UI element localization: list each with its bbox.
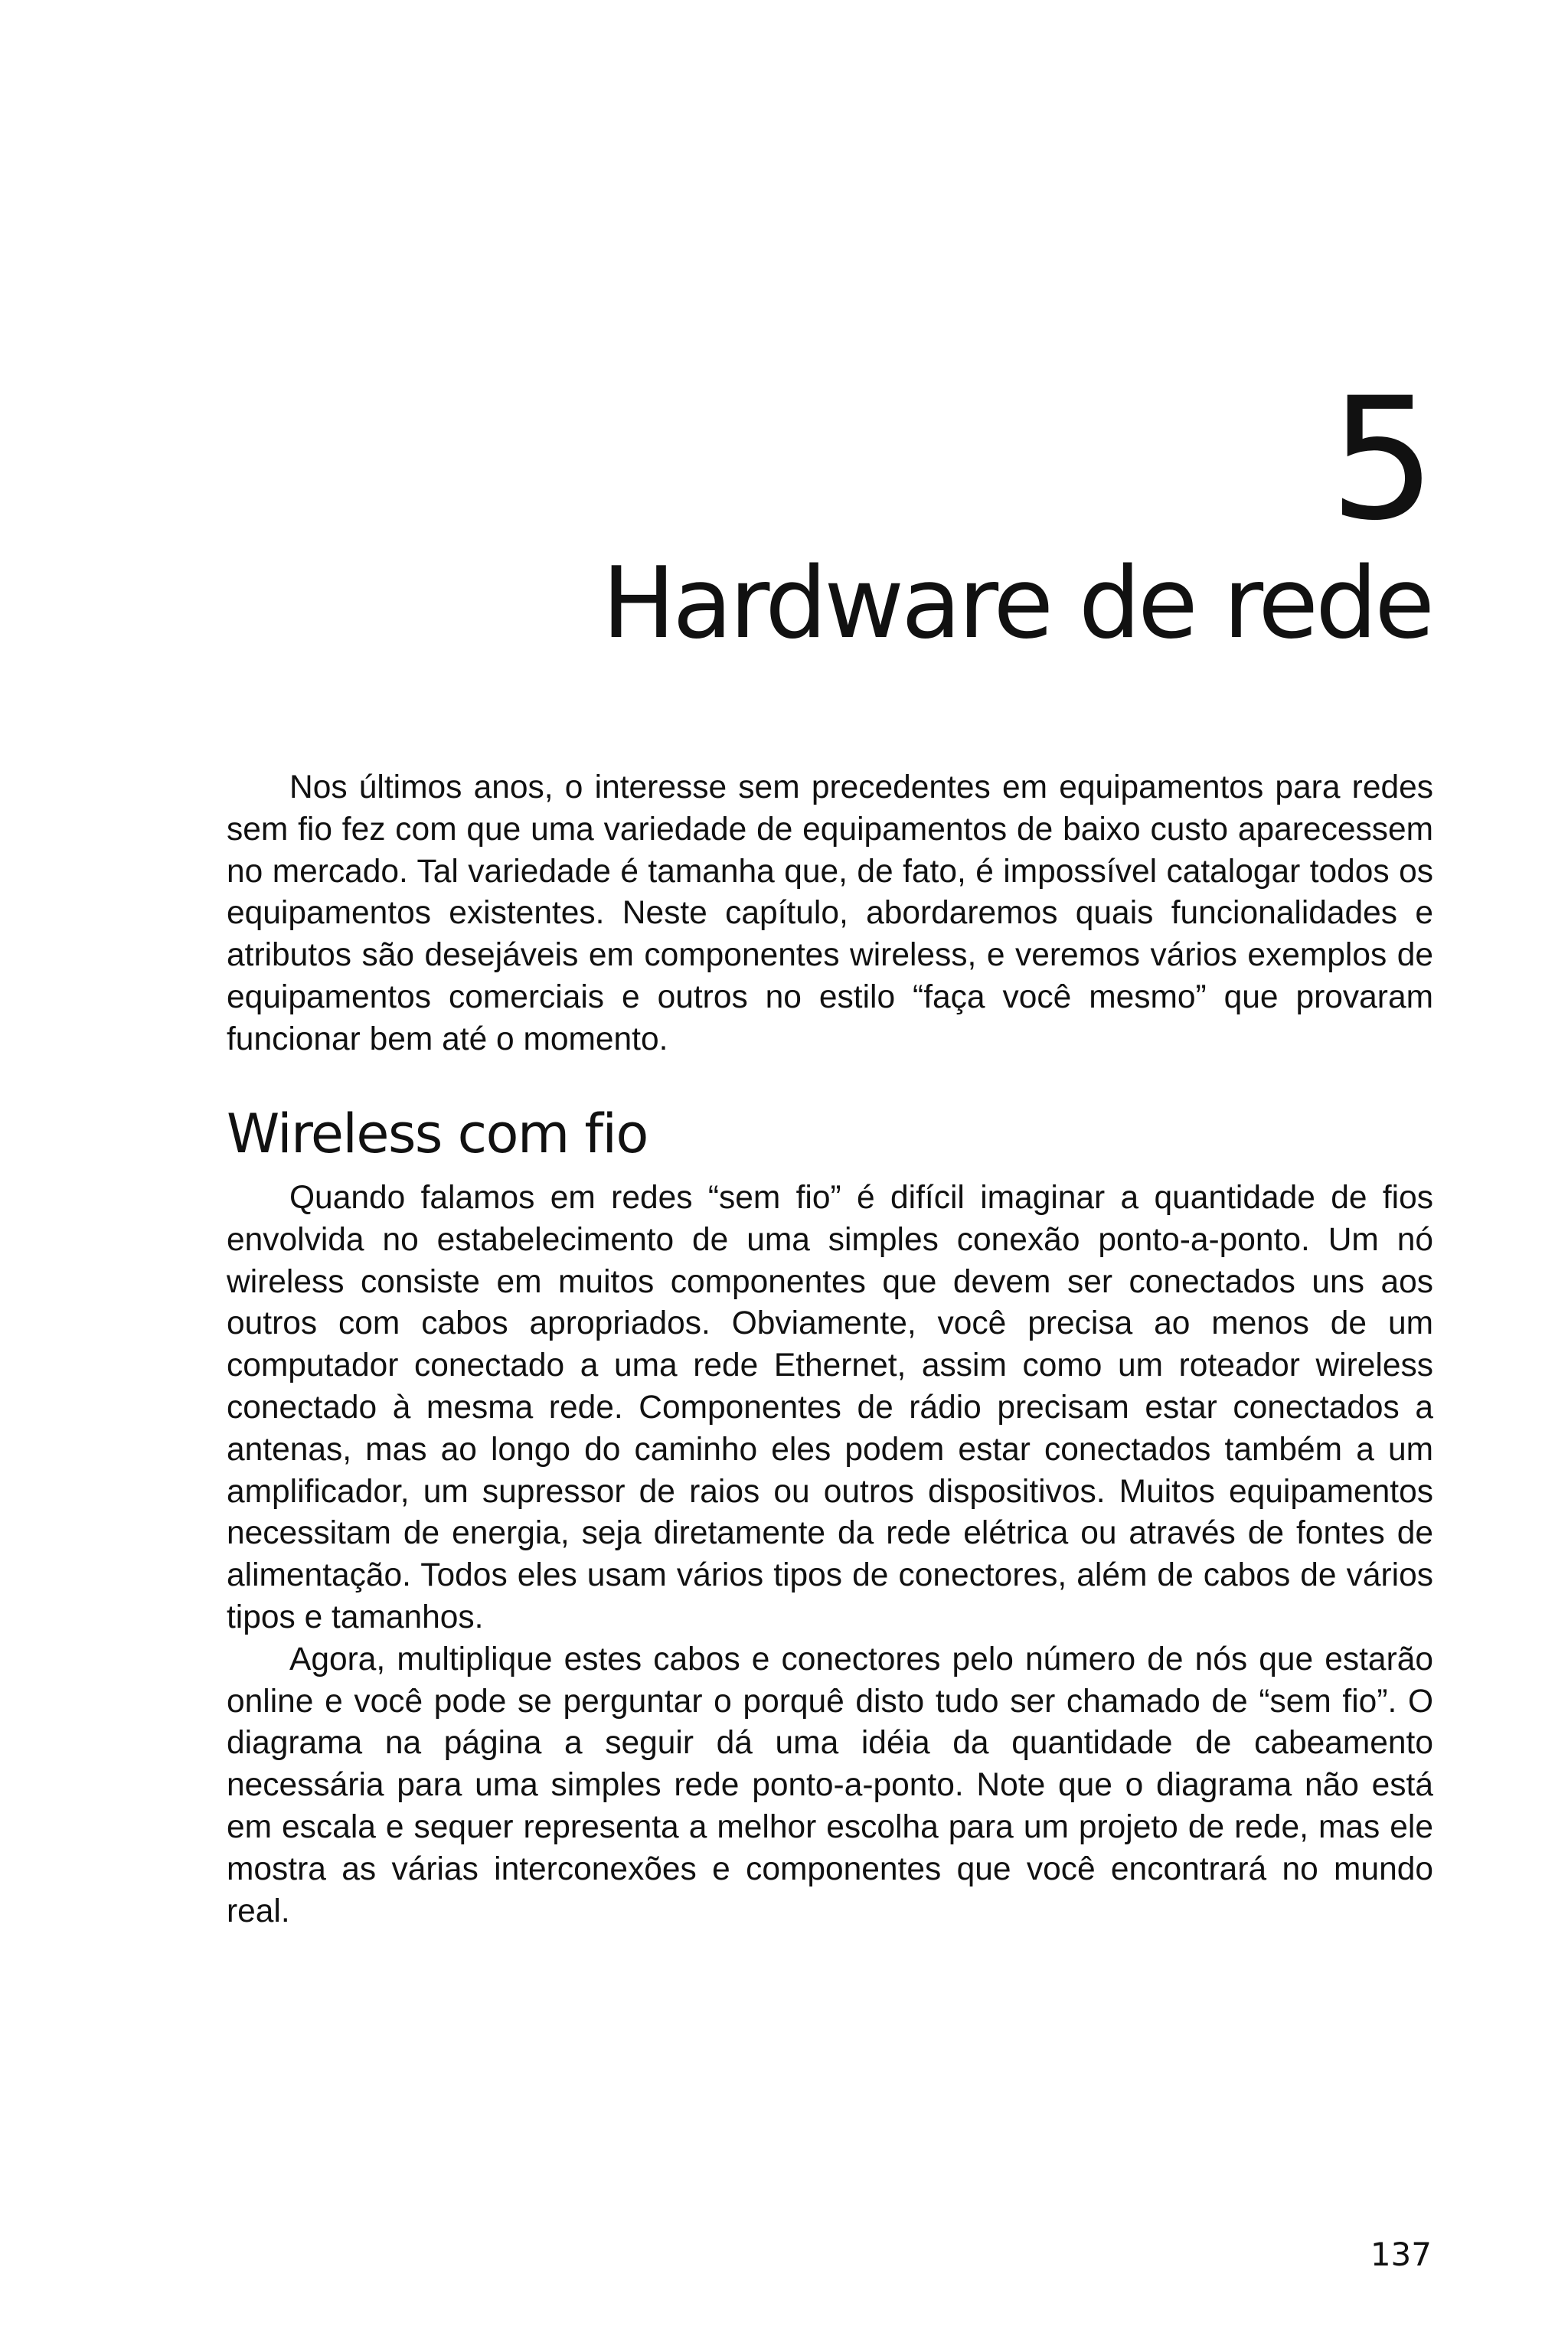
section-paragraph-2: Agora, multiplique estes cabos e conectores pelo número de nós que estarão online e você pode se perguntar o porquê disto tudo ser chamado de “sem fio”. O diagrama na página a seguir dá uma idéia da quantidade de cabeamento necessária para uma simples rede ponto-a-ponto. Note que o diagrama não está em escala e sequer representa a melhor escolha para um projeto de rede, mas ele mostra as várias interconexões e componentes que você encontrará no mundo real. <box>227 1641 1433 1929</box>
section-paragraph-1: Quando falamos em redes “sem fio” é difícil imaginar a quantidade de fios envolvida no estabelecimento de uma simples conexão ponto-a-ponto. Um nó wireless consiste em muitos componentes que devem ser conectados uns aos outros com cabos apropriados. Obviamente, você precisa ao menos de um computador conectado a uma rede Ethernet, assim como um roteador wireless conectado à mesma rede. Componentes de rádio precisam estar conectados a antenas, mas ao longo do caminho eles podem estar conectados também a um amplificador, um supressor de raios ou outros dispositivos. Muitos equipamentos necessitam de energia, seja diretamente da rede elétrica ou através de fontes de alimentação. Todos eles usam vários tipos de conectores, além de cabos de vários tipos e tamanhos. <box>227 1180 1433 1635</box>
section-text <box>227 1178 1433 1932</box>
chapter-title: Hardware de rede <box>602 547 1432 661</box>
page-number: 137 <box>1370 2236 1432 2273</box>
intro-paragraph: Nos últimos anos, o interesse sem precedentes em equipamentos para redes sem fio fez com que uma variedade de equipamentos de baixo custo aparecessem no mercado. Tal variedade é tamanha que, de fato, é impossível catalogar todos os equipamentos existentes. Neste capítulo, abordaremos quais funcionalidades e atributos são desejáveis em componentes wireless, e veremos vários exemplos de equipamentos comerciais e outros no estilo “faça você mesmo” que provaram funcionar bem até o momento. <box>227 769 1433 1057</box>
section-heading: Wireless com fio <box>227 1102 648 1165</box>
intro-text <box>227 767 1433 1061</box>
chapter-number: 5 <box>1329 361 1432 557</box>
